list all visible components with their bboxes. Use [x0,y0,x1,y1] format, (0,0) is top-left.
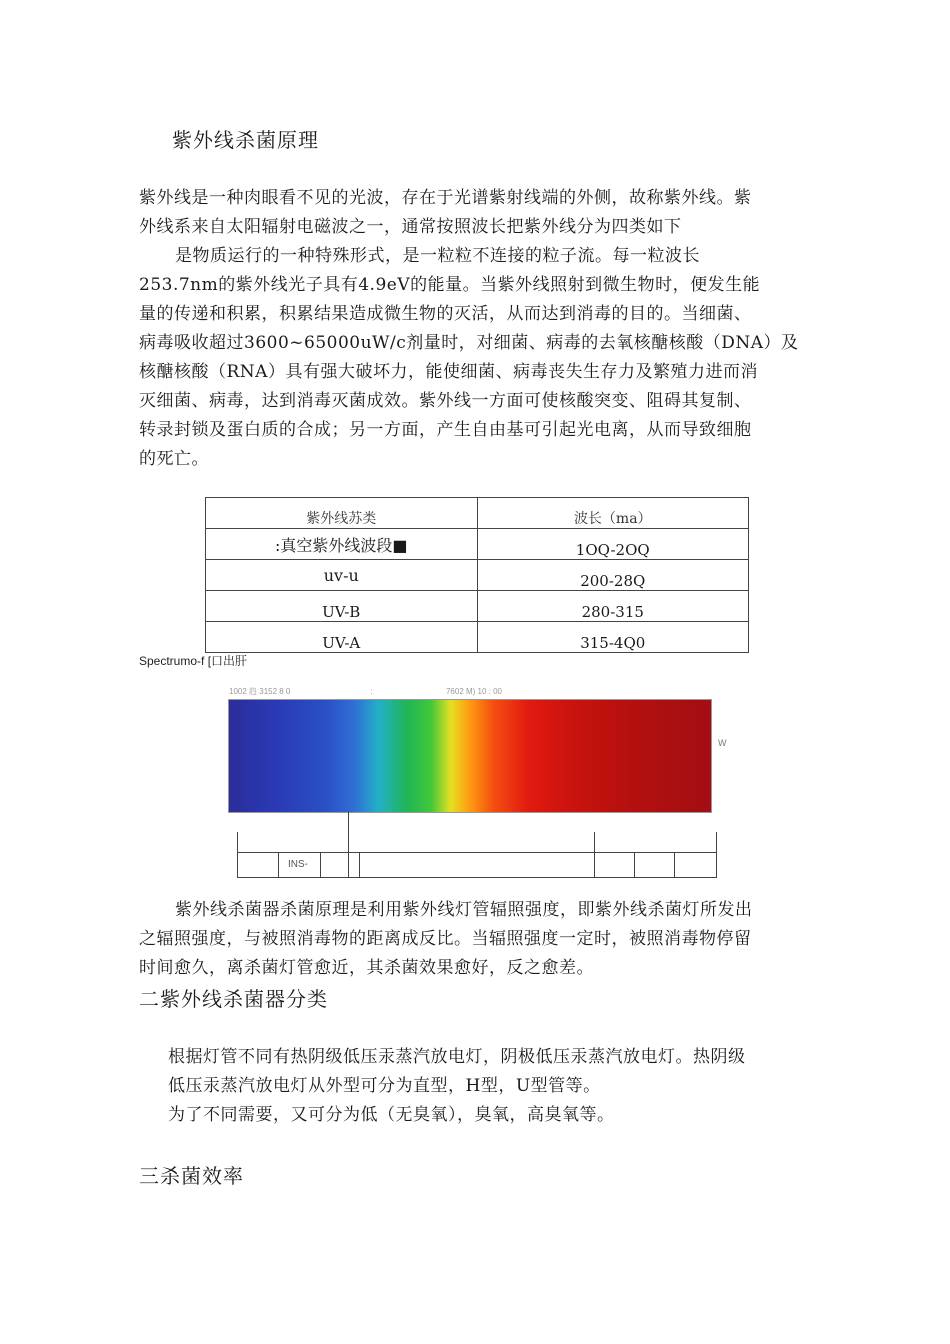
spectrum-side-mark: W [718,738,727,748]
text-line: 根据灯管不同有热阴级低压汞蒸汽放电灯，阴极低压汞蒸汽放电灯。热阴级 [168,1047,746,1067]
page-title: 紫外线杀菌原理 [172,128,319,152]
intro-paragraph [139,184,819,474]
section-heading-3: 三杀菌效率 [139,1164,244,1188]
text-line: 低压汞蒸汽放电灯从外型可分为直型，H型，U型管等。 [168,1076,601,1096]
table-cell: :真空紫外线波段■ [206,529,478,560]
table-row [206,560,749,591]
spectrum-image [228,699,712,813]
text-line: 之辐照强度，与被照消毒物的距离成反比。当辐照强度一定时，被照消毒物停留 [139,929,752,949]
section-heading-2: 二紫外线杀菌器分类 [139,987,328,1011]
text-line: 紫外线是一种肉眼看不见的光波，存在于光谱紫射线端的外侧，故称紫外线。紫 [139,188,752,208]
principle-paragraph [139,896,819,983]
grid-line [278,852,279,878]
text-line: 的死亡。 [139,449,209,469]
table-cell: uv-u [206,560,478,591]
grid-line [320,852,321,878]
text-line: 病毒吸收超过3600~65000uW/c剂量时，对细菌、病毒的去氧核醣核酸（DNA）及 [139,333,799,353]
text-line: 外线系来自太阳辐射电磁波之一，通常按照波长把紫外线分为四类如下 [139,217,682,237]
spectrum-scale-label: 1002 趋 3152 8 0 : 7602 M) 10 : 00 [229,687,503,696]
uv-type-table [205,497,749,653]
text-line: 核醣核酸（RNA）具有强大破坏力，能使细菌、病毒丧失生存力及繁殖力进而消 [139,362,758,382]
grid-line [716,832,717,878]
grid-line [237,877,717,878]
grid-line [237,832,238,878]
text-line: 是物质运行的一种特殊形式，是一粒粒不连接的粒子流。每一粒波长 [175,246,700,266]
grid-line [237,852,717,853]
table-cell: UV-A [206,622,478,653]
ins-label: INS- [288,859,308,870]
table-header: 紫外线苏类 [206,498,478,529]
grid-line [348,811,349,878]
text-line: 灭细菌、病毒，达到消毒灭菌成效。紫外线一方面可使核酸突变、阻碍其复制、 [139,391,752,411]
text-line: 紫外线杀菌器杀菌原理是利用紫外线灯管辐照强度，即紫外线杀菌灯所发出 [175,900,753,920]
table-cell: 200-28Q [477,560,749,591]
section2-paragraph [168,1043,746,1130]
table-cell: 1OQ-2OQ [477,529,749,560]
text-line: 量的传递和积累，积累结果造成微生物的灭活，从而达到消毒的目的。当细菌、 [139,304,752,324]
table-row [206,622,749,653]
table-cell: 280-315 [477,591,749,622]
grid-line [594,832,595,878]
table-cell: UV-B [206,591,478,622]
table-row [206,591,749,622]
spectrum-caption: Spectrumo-f [口出肝 [139,654,248,668]
text-line: 时间愈久，离杀菌灯管愈近，其杀菌效果愈好，反之愈差。 [139,958,594,978]
text-line: 253.7nm的紫外线光子具有4.9eV的能量。当紫外线照射到微生物时，便发生能 [139,275,761,295]
text-line: 转录封锁及蛋白质的合成；另一方面，产生自由基可引起光电离，从而导致细胞 [139,420,752,440]
text-line: 为了不同需要，又可分为低（无臭氧），臭氧，高臭氧等。 [168,1105,615,1125]
table-header: 波长（ma） [477,498,749,529]
grid-line [674,852,675,878]
table-row [206,529,749,560]
table-cell: 315-4Q0 [477,622,749,653]
table-header-row [206,498,749,529]
grid-line [634,852,635,878]
grid-line [359,852,360,878]
